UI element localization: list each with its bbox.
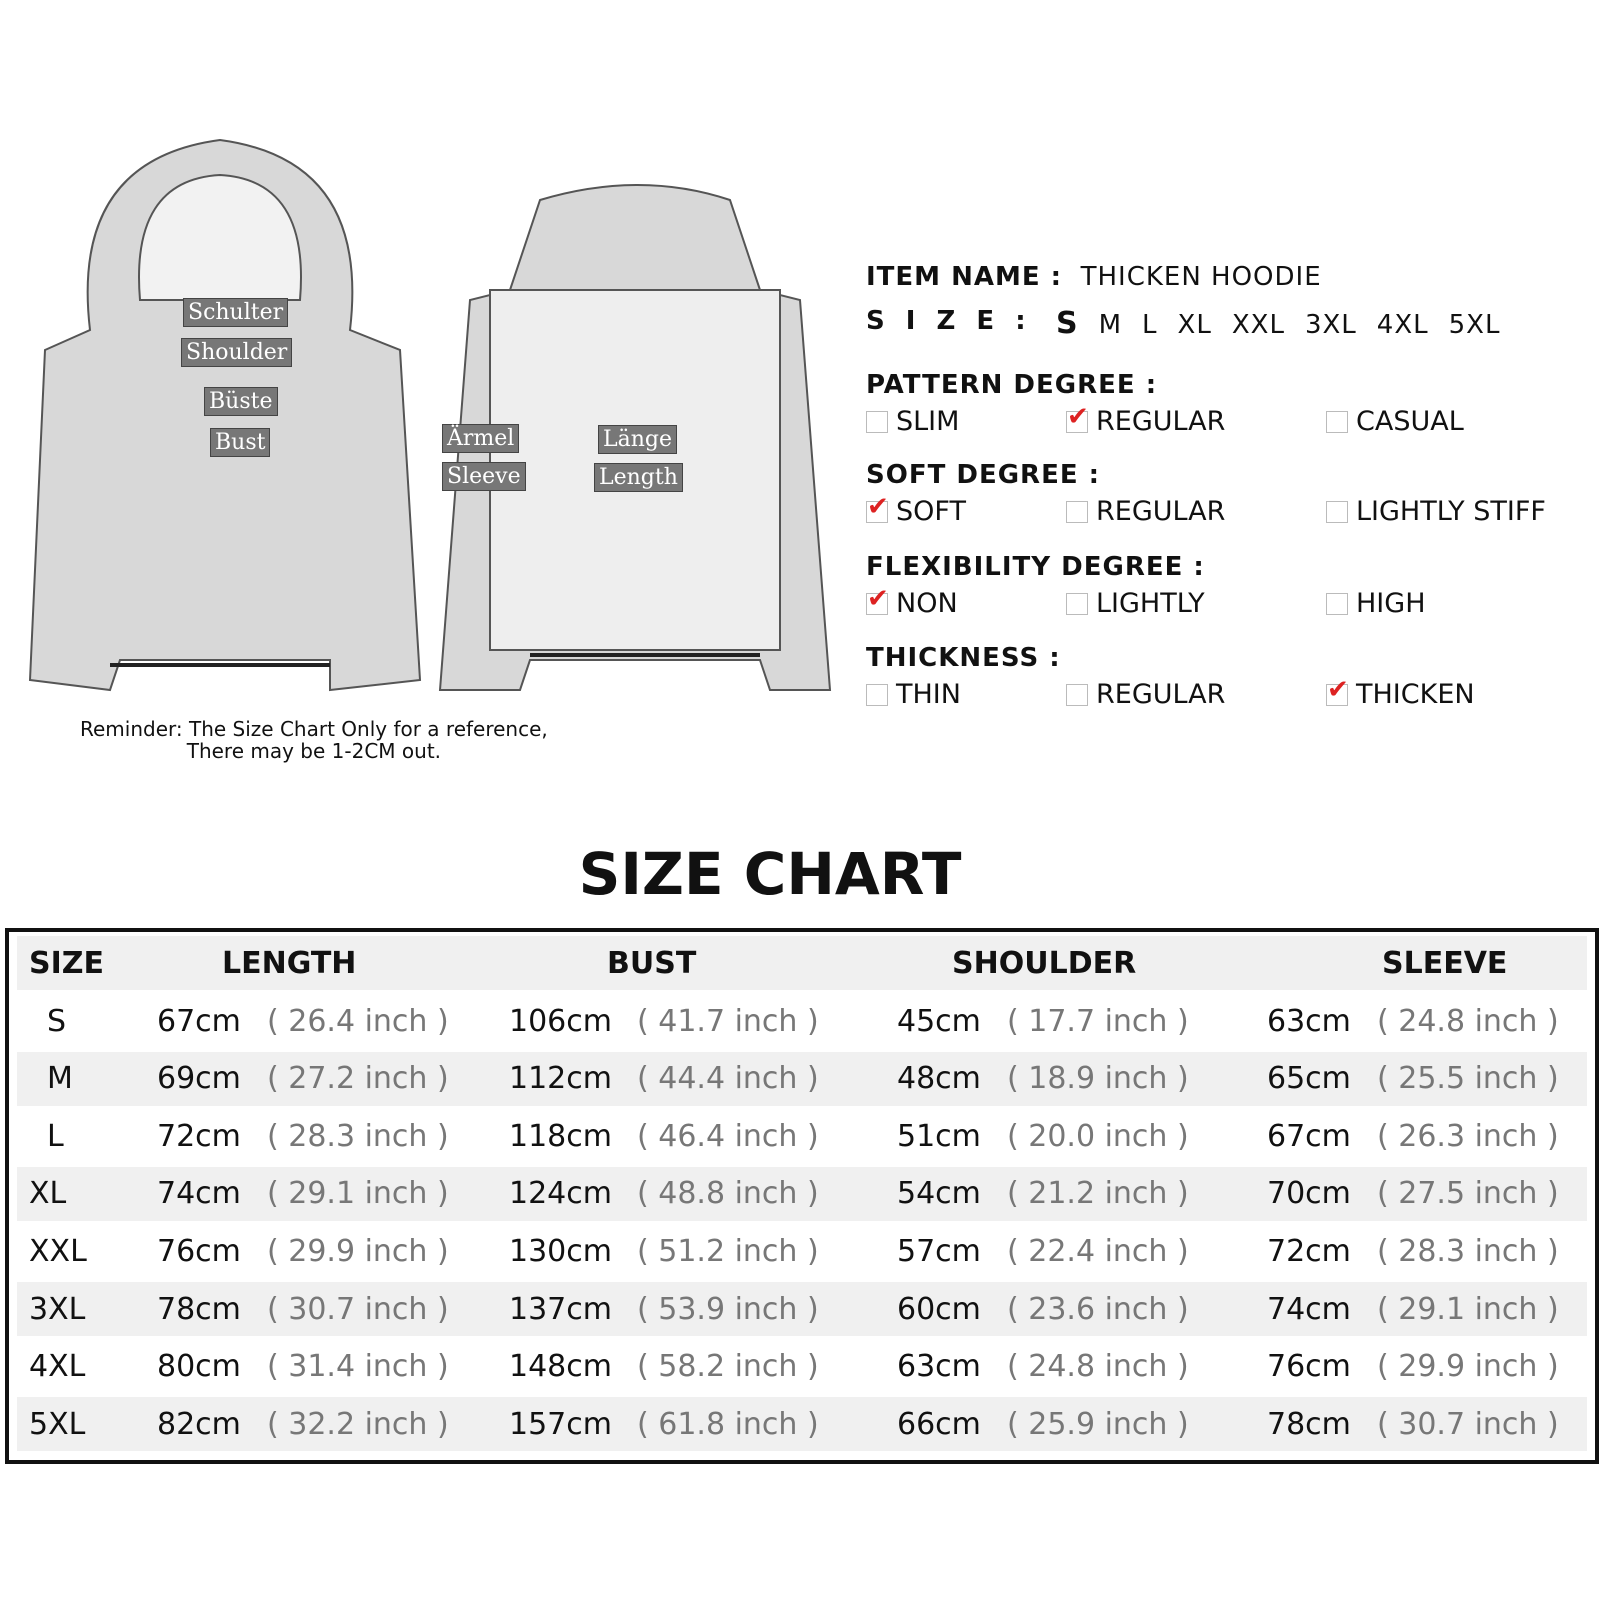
table-row <box>17 1282 1587 1336</box>
table-cell: 3XL <box>29 1291 86 1327</box>
table-cell: ( 58.2 inch ) <box>637 1349 819 1385</box>
table-cell: L <box>47 1118 64 1154</box>
size-option: M <box>1098 310 1123 340</box>
label-bust: Bust <box>210 428 270 457</box>
table-cell: 45cm <box>897 1003 981 1039</box>
table-cell: ( 29.9 inch ) <box>267 1233 449 1269</box>
table-cell: 51cm <box>897 1118 981 1154</box>
label-length: Length <box>594 463 683 492</box>
table-cell: 130cm <box>509 1233 612 1269</box>
table-cell: 124cm <box>509 1176 612 1212</box>
table-cell: 118cm <box>509 1118 612 1154</box>
table-cell: 70cm <box>1267 1176 1351 1212</box>
table-cell: 4XL <box>29 1349 86 1385</box>
option-label: NON <box>896 588 958 619</box>
table-cell: ( 51.2 inch ) <box>637 1233 819 1269</box>
table-cell: 69cm <box>157 1061 241 1097</box>
table-cell: ( 29.9 inch ) <box>1377 1349 1559 1385</box>
table-cell: 5XL <box>29 1406 86 1442</box>
table-cell: 82cm <box>157 1406 241 1442</box>
table-row <box>17 1109 1587 1163</box>
checked-box-icon <box>866 501 888 523</box>
spec-option <box>866 496 966 527</box>
size-option: L <box>1142 310 1158 340</box>
table-cell: 67cm <box>1267 1118 1351 1154</box>
table-cell: ( 41.7 inch ) <box>637 1003 819 1039</box>
size-option: XXL <box>1231 310 1285 340</box>
reminder <box>80 718 548 762</box>
table-cell: XL <box>29 1176 67 1212</box>
table-cell: 78cm <box>1267 1406 1351 1442</box>
checked-box-icon <box>1326 684 1348 706</box>
table-cell: ( 44.4 inch ) <box>637 1061 819 1097</box>
size-option: XL <box>1177 310 1212 340</box>
header-cell: SLEEVE <box>1382 945 1508 981</box>
option-label: LIGHTLY <box>1096 588 1205 619</box>
table-cell: ( 20.0 inch ) <box>1007 1118 1189 1154</box>
table-cell: ( 28.3 inch ) <box>267 1118 449 1154</box>
label-sleeve: Sleeve <box>442 462 526 491</box>
checkbox-icon <box>1326 501 1348 523</box>
size-chart-title: SIZE CHART <box>578 840 962 908</box>
table-cell: 60cm <box>897 1291 981 1327</box>
table-cell: 74cm <box>157 1176 241 1212</box>
option-label: REGULAR <box>1096 496 1226 527</box>
table-cell: ( 46.4 inch ) <box>637 1118 819 1154</box>
checkbox-icon <box>1326 593 1348 615</box>
spec-option <box>1326 588 1426 619</box>
option-label: THIN <box>896 679 961 710</box>
table-cell: ( 48.8 inch ) <box>637 1176 819 1212</box>
size-list <box>866 306 1520 341</box>
spec-group-title: PATTERN DEGREE : <box>866 370 1158 400</box>
table-cell: 74cm <box>1267 1291 1351 1327</box>
table-cell: ( 17.7 inch ) <box>1007 1003 1189 1039</box>
table-cell: ( 18.9 inch ) <box>1007 1061 1189 1097</box>
table-cell: 106cm <box>509 1003 612 1039</box>
option-label: REGULAR <box>1096 679 1226 710</box>
table-row <box>17 994 1587 1048</box>
table-cell: 80cm <box>157 1349 241 1385</box>
table-cell: XXL <box>29 1233 87 1269</box>
checkbox-icon <box>866 684 888 706</box>
checkbox-icon <box>1066 501 1088 523</box>
option-label: HIGH <box>1356 588 1426 619</box>
table-cell: 112cm <box>509 1061 612 1097</box>
table-cell: 54cm <box>897 1176 981 1212</box>
size-option: 4XL <box>1376 310 1429 340</box>
table-row <box>17 1167 1587 1221</box>
table-cell: 57cm <box>897 1233 981 1269</box>
table-cell: ( 24.8 inch ) <box>1007 1349 1189 1385</box>
table-cell: ( 53.9 inch ) <box>637 1291 819 1327</box>
table-cell: ( 25.5 inch ) <box>1377 1061 1559 1097</box>
option-label: REGULAR <box>1096 406 1226 437</box>
size-option: 5XL <box>1448 310 1501 340</box>
spec-option <box>1066 406 1225 437</box>
size-option: S <box>1056 306 1079 341</box>
spec-option <box>1326 406 1464 437</box>
table-cell: M <box>47 1061 73 1097</box>
header-cell: SHOULDER <box>952 945 1137 981</box>
checked-box-icon <box>1066 411 1088 433</box>
table-cell: ( 27.2 inch ) <box>267 1061 449 1097</box>
table-cell: 65cm <box>1267 1061 1351 1097</box>
reminder-line1: Reminder: The Size Chart Only for a reference, <box>80 717 548 741</box>
table-cell: 137cm <box>509 1291 612 1327</box>
label-lange: Länge <box>598 425 677 454</box>
table-cell: 63cm <box>897 1349 981 1385</box>
spec-option <box>1066 679 1225 710</box>
spec-option <box>866 679 961 710</box>
item-name <box>866 262 1322 292</box>
size-label: S I Z E : <box>866 306 1032 336</box>
table-cell: 63cm <box>1267 1003 1351 1039</box>
table-cell: 78cm <box>157 1291 241 1327</box>
table-cell: ( 23.6 inch ) <box>1007 1291 1189 1327</box>
table-cell: ( 26.3 inch ) <box>1377 1118 1559 1154</box>
table-cell: 76cm <box>1267 1349 1351 1385</box>
reminder-line2: There may be 1-2CM out. <box>186 739 442 763</box>
table-cell: S <box>47 1003 67 1039</box>
option-label: LIGHTLY STIFF <box>1356 496 1546 527</box>
item-name-value: THICKEN HOODIE <box>1080 262 1322 292</box>
table-cell: 148cm <box>509 1349 612 1385</box>
spec-group-title: THICKNESS : <box>866 643 1061 673</box>
spec-option <box>1066 496 1225 527</box>
label-shoulder: Shoulder <box>181 338 292 367</box>
table-cell: ( 27.5 inch ) <box>1377 1176 1559 1212</box>
spec-option <box>1326 679 1475 710</box>
table-cell: 72cm <box>157 1118 241 1154</box>
checkbox-icon <box>1066 684 1088 706</box>
table-cell: ( 21.2 inch ) <box>1007 1176 1189 1212</box>
table-row <box>17 1340 1587 1394</box>
header-cell: LENGTH <box>222 945 357 981</box>
table-header <box>17 936 1587 990</box>
table-cell: ( 28.3 inch ) <box>1377 1233 1559 1269</box>
label-schulter: Schulter <box>183 298 288 327</box>
table-cell: ( 61.8 inch ) <box>637 1406 819 1442</box>
table-cell: ( 24.8 inch ) <box>1377 1003 1559 1039</box>
header-cell: BUST <box>607 945 697 981</box>
item-name-label: ITEM NAME : <box>866 262 1063 292</box>
table-cell: ( 26.4 inch ) <box>267 1003 449 1039</box>
table-cell: 72cm <box>1267 1233 1351 1269</box>
table-row <box>17 1224 1587 1278</box>
table-cell: ( 29.1 inch ) <box>1377 1291 1559 1327</box>
checkbox-icon <box>866 411 888 433</box>
table-cell: 48cm <box>897 1061 981 1097</box>
size-table <box>5 928 1599 1464</box>
table-cell: 157cm <box>509 1406 612 1442</box>
table-cell: ( 30.7 inch ) <box>267 1291 449 1327</box>
label-armel: Ärmel <box>442 424 519 453</box>
size-option: 3XL <box>1304 310 1357 340</box>
table-cell: ( 31.4 inch ) <box>267 1349 449 1385</box>
option-label: CASUAL <box>1356 406 1464 437</box>
spec-group-title: SOFT DEGREE : <box>866 460 1101 490</box>
table-cell: ( 22.4 inch ) <box>1007 1233 1189 1269</box>
option-label: SLIM <box>896 406 960 437</box>
checkbox-icon <box>1326 411 1348 433</box>
checkbox-icon <box>1066 593 1088 615</box>
spec-option <box>1066 588 1205 619</box>
spec-option <box>866 406 959 437</box>
header-cell: SIZE <box>29 945 105 981</box>
spec-group-title: FLEXIBILITY DEGREE : <box>866 552 1205 582</box>
label-buste: Büste <box>204 387 278 416</box>
table-cell: 76cm <box>157 1233 241 1269</box>
option-label: SOFT <box>896 496 966 527</box>
table-cell: ( 30.7 inch ) <box>1377 1406 1559 1442</box>
spec-option <box>866 588 958 619</box>
spec-option <box>1326 496 1546 527</box>
option-label: THICKEN <box>1356 679 1475 710</box>
table-cell: ( 32.2 inch ) <box>267 1406 449 1442</box>
table-cell: 66cm <box>897 1406 981 1442</box>
table-cell: ( 25.9 inch ) <box>1007 1406 1189 1442</box>
table-row <box>17 1397 1587 1451</box>
checked-box-icon <box>866 593 888 615</box>
table-cell: 67cm <box>157 1003 241 1039</box>
hoodie-illustration <box>0 0 840 710</box>
table-row <box>17 1052 1587 1106</box>
table-cell: ( 29.1 inch ) <box>267 1176 449 1212</box>
